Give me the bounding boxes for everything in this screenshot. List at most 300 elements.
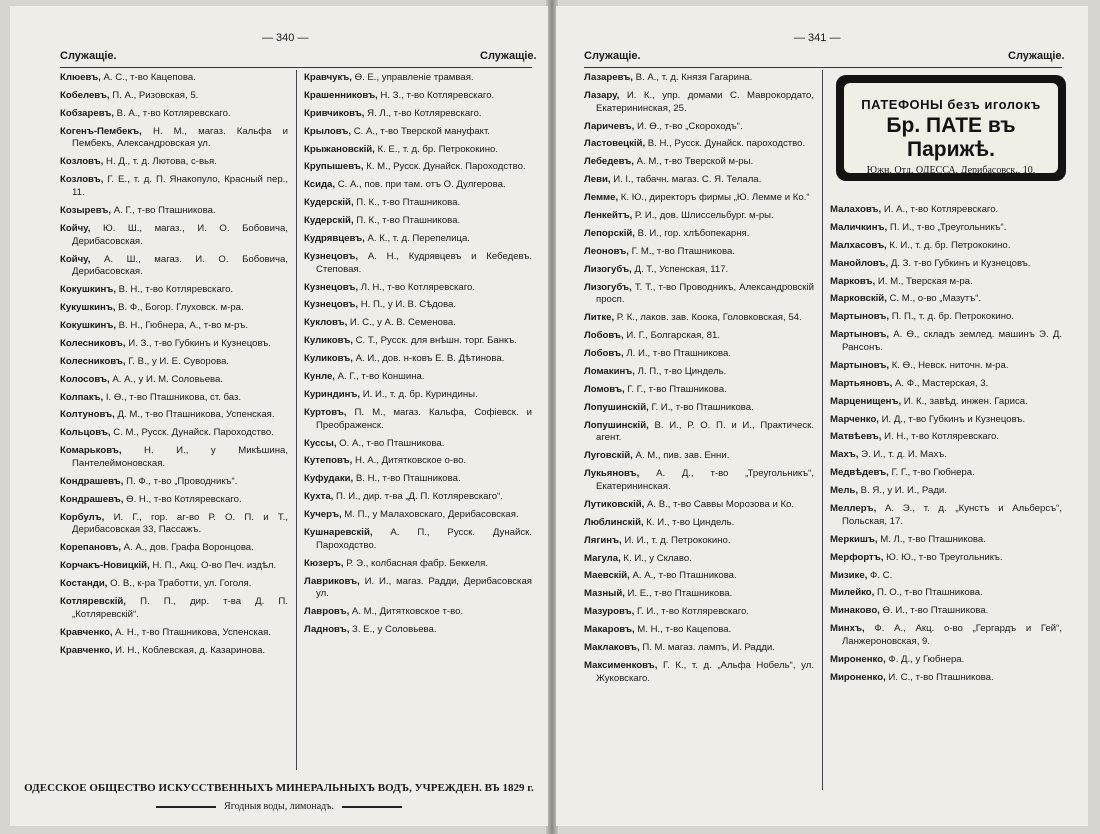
directory-entry (584, 642, 814, 655)
entry-details: С. А., пов. при там. отъ О. Дулгерова. (335, 179, 506, 191)
running-head-left: Служащіе. (584, 50, 641, 62)
directory-column-1 (584, 72, 814, 691)
advert-line-2: Бр. ПАТЕ въ Парижѣ. (886, 114, 1016, 161)
directory-entry (60, 374, 288, 387)
directory-entry (830, 431, 1062, 444)
entry-surname: Когенъ-Пембекъ, (60, 125, 142, 137)
entry-details: Н. М., магаз. Кальфа и Пембекъ, Александровская ул. (72, 125, 288, 150)
entry-surname: Ленкейтъ, (584, 210, 633, 222)
entry-surname: Кольцовъ, (60, 427, 111, 439)
footer-advert-text: Ягодныя воды, лимонадъ. (224, 801, 334, 812)
left-page (10, 6, 548, 826)
entry-surname: Крыловъ, (304, 125, 352, 137)
entry-surname: Лемме, (584, 192, 619, 204)
entry-details: Р. К., лаков. зав. Коока, Головковская, 54. (614, 312, 802, 324)
directory-entry (584, 570, 814, 583)
entry-surname: Кривчиковъ, (304, 107, 365, 119)
entry-surname: Ластовецкій, (584, 138, 646, 150)
entry-details: К. И., т. д. бр. Петрококино. (886, 239, 1011, 251)
entry-details: П. И., т-во „Треугольникъ“. (887, 221, 1007, 233)
directory-entry (60, 542, 288, 555)
directory-entry (304, 389, 532, 402)
directory-entry (584, 121, 814, 134)
entry-surname: Мартыновъ, (830, 329, 890, 341)
entry-surname: Котляревскій, (60, 596, 126, 608)
directory-entry (584, 138, 814, 151)
entry-surname: Лизогубъ, (584, 281, 632, 293)
entry-surname: Крупышевъ, (304, 161, 364, 173)
entry-details: С. М., Русск. Дунайск. Пароходство. (110, 427, 274, 439)
entry-details: Н. А., Дитятковское о-во. (352, 455, 467, 467)
entry-details: П. К., т-во Пташникова. (353, 197, 461, 209)
directory-entry (830, 311, 1062, 324)
entry-details: К. М., Русск. Дунайск. Пароходство. (363, 161, 526, 173)
directory-entry (584, 535, 814, 548)
entry-surname: Лобовъ, (584, 330, 624, 342)
column-divider (296, 70, 297, 770)
directory-entry (60, 302, 288, 315)
directory-entry (584, 156, 814, 169)
directory-entry (830, 360, 1062, 373)
advert-box (836, 75, 1066, 181)
entry-surname: Лавриковъ, (304, 575, 360, 587)
directory-entry (304, 282, 532, 295)
entry-details: А. Г., т-во Коншина. (334, 371, 425, 383)
entry-surname: Медвѣдевъ, (830, 467, 889, 479)
directory-entry (304, 108, 532, 121)
entry-surname: Марковъ, (830, 275, 876, 287)
directory-entry (830, 378, 1062, 391)
directory-entry (584, 90, 814, 116)
directory-entry (60, 627, 288, 640)
entry-details: О. А., т-во Пташникова. (336, 437, 445, 449)
directory-entry (60, 156, 288, 169)
directory-entry (830, 276, 1062, 289)
entry-details: Ф. С. (867, 569, 893, 581)
entry-surname: Матвѣевъ, (830, 431, 882, 443)
entry-details: П. К., т-во Пташникова. (353, 215, 461, 227)
entry-surname: Кондрашевъ, (60, 475, 124, 487)
advert-line-1: ПАТЕФОНЫ безъ иголокъ (861, 97, 1041, 112)
directory-entry (584, 330, 814, 343)
directory-entry (304, 72, 532, 85)
directory-entry (584, 312, 814, 325)
entry-surname: Лебедевъ, (584, 156, 634, 168)
entry-surname: Макаровъ, (584, 624, 635, 636)
directory-entry (584, 553, 814, 566)
directory-entry (60, 445, 288, 471)
directory-entry (304, 233, 532, 246)
entry-surname: Лукьяновъ, (584, 468, 640, 480)
entry-surname: Люблинскій, (584, 516, 644, 528)
directory-entry (304, 438, 532, 451)
entry-surname: Корчакъ-Новицкій, (60, 560, 150, 572)
entry-details: А. Ѳ., складъ землед. машинъ Э. Д. Рансонъ. (842, 329, 1062, 354)
directory-entry (60, 284, 288, 297)
directory-entry (830, 293, 1062, 306)
entry-surname: Колесниковъ, (60, 337, 126, 349)
entry-details: Н. З., т-во Котляревскаго. (377, 89, 495, 101)
entry-surname: Кудерскій, (304, 215, 354, 227)
entry-surname: Лопушинскій, (584, 419, 649, 431)
entry-details: А. Г., т-во Пташникова. (111, 204, 216, 216)
directory-entry (60, 72, 288, 85)
directory-entry (60, 320, 288, 333)
entry-surname: Мироненко, (830, 671, 886, 683)
entry-surname: Марченко, (830, 413, 879, 425)
entry-surname: Ломовъ, (584, 383, 625, 395)
entry-surname: Кобзаревъ, (60, 107, 115, 119)
directory-entry (304, 455, 532, 468)
entry-surname: Куриндинъ, (304, 388, 361, 400)
entry-surname: Козловъ, (60, 174, 104, 186)
entry-details: В. И., гор. хлѣбопекарня. (634, 227, 750, 239)
entry-surname: Лопушинскій, (584, 401, 649, 413)
directory-entry (830, 485, 1062, 498)
directory-entry (304, 161, 532, 174)
entry-details: А. Э., т. д. „Кунстъ и Альберсъ“, Польская, 17. (842, 503, 1062, 527)
entry-surname: Кукушкинъ, (60, 302, 116, 314)
entry-surname: Ларичевъ, (584, 120, 635, 132)
directory-entry (584, 588, 814, 601)
directory-entry (60, 254, 288, 280)
entry-surname: Колпакъ, (60, 391, 104, 403)
entry-surname: Луговскій, (584, 450, 633, 462)
entry-details: Г. К., т. д. „Альфа Нобель“, ул. Жуковскаго. (596, 659, 814, 684)
entry-details: Д. З. т-во Губкинъ и Кузнецовъ. (888, 257, 1031, 269)
entry-details: А. С., т-во Кацепова. (100, 72, 196, 83)
directory-entry (60, 512, 288, 538)
directory-entry (60, 108, 288, 121)
entry-surname: Мартьяновъ, (830, 377, 893, 389)
entry-surname: Корбулъ, (60, 511, 105, 523)
running-head-right: Служащіе. (1008, 50, 1065, 62)
entry-surname: Лобовъ, (584, 348, 624, 360)
entry-details: И. А., т-во Котляревскаго. (881, 204, 999, 215)
entry-details: П. М. магаз. лампъ, И. Радди. (639, 642, 775, 654)
entry-surname: Кокушкинъ, (60, 284, 117, 296)
directory-entry (584, 499, 814, 512)
directory-entry (830, 396, 1062, 409)
entry-details: А. В., т-во Саввы Морозова и Ко. (644, 498, 795, 510)
entry-details: Ф. Д., у Гюбнера. (885, 653, 965, 665)
directory-entry (60, 409, 288, 422)
entry-surname: Крыжановскій, (304, 143, 375, 155)
directory-entry (304, 90, 532, 103)
entry-surname: Мартыновъ, (830, 359, 890, 371)
entry-details: П. М., магаз. Кальфа, Софіевск. и Преображенск. (316, 406, 532, 431)
entry-details: А. А., у И. М. Соловьева. (109, 373, 224, 385)
entry-surname: Койчу, (60, 253, 91, 265)
entry-details: И. И., магаз. Радди, Дерибасовская ул. (316, 575, 532, 600)
entry-surname: Минхъ, (830, 623, 865, 635)
directory-column-1 (60, 72, 288, 663)
entry-surname: Мизике, (830, 569, 868, 581)
directory-entry (60, 223, 288, 249)
entry-details: А. А., т-во Пташникова. (629, 570, 737, 582)
directory-entry (304, 473, 532, 486)
directory-entry (584, 660, 814, 686)
entry-details: А. А., дов. Графа Воронцова. (121, 542, 254, 554)
advert-panel (844, 83, 1058, 176)
entry-details: Ѳ. Е., управленіе трамвая. (351, 72, 474, 83)
entry-details: В. Ф., Богор. Глуховск. м-ра. (115, 302, 244, 314)
entry-surname: Кудерскій, (304, 197, 354, 209)
entry-details: Л. И., т-во Пташникова. (623, 348, 731, 360)
entry-surname: Максименковъ, (584, 659, 658, 671)
directory-entry (304, 126, 532, 139)
entry-details: И. І., табачн. магаз. С. Я. Телала. (610, 174, 762, 186)
directory-column-2 (830, 204, 1062, 690)
page-number: — 341 — (794, 32, 841, 44)
entry-surname: Колесниковъ, (60, 355, 126, 367)
entry-details: Ю. Ю., т-во Треугольникъ. (883, 551, 1003, 563)
directory-entry (584, 420, 814, 446)
entry-details: П. П., дир. т-ва Д. П. „Котляревскій“. (72, 596, 288, 620)
footer-advert-subtitle (10, 801, 548, 812)
directory-entry (830, 654, 1062, 667)
entry-details: К. Ѳ., Невск. ниточн. м-ра. (889, 359, 1009, 371)
entry-details: М. Л., т-во Пташникова. (877, 533, 986, 545)
entry-details: А. П., Русск. Дунайск. Пароходство. (316, 526, 532, 551)
entry-surname: Кравченко, (60, 626, 113, 638)
entry-details: Н. П., у И. В. Сѣдова. (358, 299, 457, 311)
column-divider (822, 70, 823, 790)
entry-surname: Ломакинъ, (584, 365, 635, 377)
directory-entry (304, 558, 532, 571)
entry-details: И. Ѳ., т-во „Скороходъ“. (634, 120, 743, 132)
running-head-right: Служащіе. (480, 50, 537, 62)
header-rule (584, 67, 1062, 68)
entry-details: П. П., т. д. бр. Петрококино. (889, 311, 1015, 323)
directory-entry (830, 534, 1062, 547)
entry-surname: Лизогубъ, (584, 263, 632, 275)
entry-details: І. Ѳ., т-во Пташникова, ст. баз. (103, 391, 242, 403)
directory-entry (830, 623, 1062, 649)
entry-surname: Костанди, (60, 578, 108, 590)
entry-surname: Меллеръ, (830, 503, 877, 515)
entry-details: Я. Л., т-во Котляревскаго. (364, 107, 482, 119)
advert-line-3: Южн. Отд. ОДЕССА, Дерибасовск., 10. (866, 165, 1036, 176)
entry-details: А. Н., т-во Пташникова, Успенская. (112, 626, 272, 638)
entry-details: И. К., упр. домами С. Маврокордато, Екатерининская, 25. (596, 89, 814, 114)
entry-surname: Койчу, (60, 222, 91, 234)
entry-details: И. И., т. д. Петрококино. (621, 534, 731, 546)
directory-entry (304, 179, 532, 192)
directory-entry (830, 552, 1062, 565)
directory-entry (60, 476, 288, 489)
entry-surname: Литке, (584, 312, 615, 324)
entry-surname: Куликовъ, (304, 335, 353, 347)
directory-entry (830, 672, 1062, 685)
entry-details: Р. И., дов. Шлиссельбург. м-ры. (632, 210, 774, 222)
directory-entry (584, 402, 814, 415)
directory-entry (60, 392, 288, 405)
entry-details: В. А., т. д. Князя Гагарина. (632, 72, 753, 83)
entry-details: А. Ш., магаз. И. О. Бобовича, Дерибасовская. (72, 253, 288, 278)
directory-entry (830, 222, 1062, 235)
entry-surname: Леви, (584, 174, 611, 186)
entry-surname: Ладновъ, (304, 624, 350, 636)
entry-surname: Лутиковскій, (584, 498, 645, 510)
directory-entry (584, 264, 814, 277)
entry-surname: Маевскій, (584, 570, 630, 582)
entry-details: П. И., дир. т-ва „Д. П. Котляревскаго“. (333, 491, 503, 503)
entry-surname: Кондрашевъ, (60, 493, 124, 505)
entry-surname: Колтуновъ, (60, 409, 115, 421)
directory-entry (304, 371, 532, 384)
entry-details: Г. И., т-во Пташникова. (648, 401, 754, 413)
entry-details: Г. Е., т. д. П. Янакопуло, Красный пер., 11. (72, 174, 288, 199)
entry-details: И. С., у А. В. Семенова. (347, 317, 456, 329)
entry-surname: Мерфортъ, (830, 551, 884, 563)
entry-details: Т. Т., т-во Проводникъ, Александровскій просп. (596, 281, 814, 306)
entry-details: В. А., т-во Котляревскаго. (114, 107, 231, 119)
entry-details: С. Т., Русск. для внѣшн. торг. Банкъ. (352, 335, 517, 347)
entry-surname: Маличкинъ, (830, 221, 888, 233)
entry-surname: Козловъ, (60, 156, 104, 168)
directory-entry (584, 192, 814, 205)
directory-entry (584, 72, 814, 85)
entry-details: А. Д., т-во „Треугольникъ“, Екатерининская. (596, 468, 814, 492)
entry-details: З. Е., у Соловьева. (349, 624, 437, 636)
entry-surname: Меркишъ, (830, 533, 878, 545)
directory-entry (304, 576, 532, 602)
entry-surname: Кузнецовъ, (304, 250, 359, 262)
directory-entry (304, 491, 532, 504)
entry-surname: Лавровъ, (304, 606, 350, 618)
directory-entry (304, 407, 532, 433)
directory-entry (584, 606, 814, 619)
entry-surname: Лазару, (584, 89, 620, 101)
entry-details: Р. Э., колбасная фабр. Беккеля. (343, 557, 488, 569)
entry-surname: Марценищенъ, (830, 395, 902, 407)
entry-surname: Мель, (830, 485, 858, 497)
entry-details: Д. Т., Успенская, 117. (631, 263, 729, 275)
directory-entry (830, 329, 1062, 355)
entry-surname: Махъ, (830, 449, 859, 461)
entry-surname: Крашенниковъ, (304, 89, 378, 101)
entry-details: Д. М., т-во Пташникова, Успенская. (114, 409, 275, 421)
directory-entry (60, 427, 288, 440)
directory-entry (304, 527, 532, 553)
entry-surname: Мазуровъ, (584, 606, 635, 618)
directory-entry (60, 338, 288, 351)
entry-surname: Манойловъ, (830, 257, 889, 269)
directory-entry (60, 356, 288, 369)
directory-entry (304, 317, 532, 330)
entry-surname: Куссы, (304, 437, 337, 449)
directory-entry (830, 587, 1062, 600)
entry-details: Г. В., у И. Е. Суворова. (125, 355, 230, 367)
directory-entry (304, 251, 532, 277)
directory-entry (584, 624, 814, 637)
entry-details: Э. И., т. д. И. Махъ. (858, 449, 947, 461)
entry-surname: Кюзеръ, (304, 557, 344, 569)
entry-details: И. Г., Болгарская, 81. (623, 330, 720, 342)
entry-details: Г. Г., т-во Гюбнера. (888, 467, 975, 479)
entry-details: О. В., к-ра Тработти, ул. Гоголя. (107, 578, 252, 590)
directory-entry (304, 299, 532, 312)
entry-surname: Кудрявцевъ, (304, 233, 365, 245)
entry-surname: Мироненко, (830, 653, 886, 665)
entry-details: А. М., т-во Тверской м-ры. (633, 156, 754, 168)
directory-entry (584, 366, 814, 379)
directory-entry (830, 503, 1062, 529)
entry-details: С. А., т-во Тверской мануфакт. (351, 125, 490, 137)
entry-details: И. М., Тверская м-ра. (875, 275, 973, 287)
entry-surname: Комарьковъ, (60, 445, 122, 457)
directory-entry (830, 449, 1062, 462)
entry-surname: Клюевъ, (60, 72, 101, 83)
entry-surname: Кобелевъ, (60, 89, 110, 101)
entry-details: И. Н., т-во Котляревскаго. (881, 431, 1000, 443)
entry-details: И. Е., т-во Пташникова. (624, 588, 733, 600)
entry-surname: Милейко, (830, 587, 875, 599)
entry-details: Н. Д., т. д. Лютова, с-вья. (103, 156, 217, 168)
entry-surname: Кушнаревскій, (304, 526, 373, 538)
directory-entry (830, 240, 1062, 253)
entry-details: Г. М., т-во Пташникова. (628, 245, 735, 257)
entry-surname: Магула, (584, 552, 621, 564)
entry-surname: Лепорскій, (584, 227, 635, 239)
page-number: — 340 — (262, 32, 309, 44)
directory-entry (60, 645, 288, 658)
entry-surname: Кузнецовъ, (304, 281, 359, 293)
entry-details: И. С., т-во Пташникова. (885, 671, 994, 683)
entry-details: Ѳ. Н., т-во Котляревскаго. (123, 493, 242, 505)
entry-surname: Куртовъ, (304, 406, 347, 418)
entry-details: А. М., пив. зав. Енни. (632, 450, 730, 462)
directory-entry (304, 509, 532, 522)
entry-details: В. Н., Русск. Дунайск. пароходство. (645, 138, 806, 150)
directory-entry (830, 414, 1062, 427)
directory-entry (584, 517, 814, 530)
directory-entry (304, 215, 532, 228)
entry-details: В. Н., Гюбнера, А., т-во м-ръ. (116, 319, 249, 331)
directory-entry (304, 144, 532, 157)
footer-rule-left (156, 806, 216, 808)
entry-surname: Малаховъ, (830, 204, 882, 215)
entry-surname: Кузнецовъ, (304, 299, 359, 311)
directory-entry (830, 605, 1062, 618)
entry-details: И. Н., Коблевская, д. Казаринова. (112, 644, 266, 656)
directory-entry (60, 205, 288, 218)
entry-details: С. М., о-во „Мазутъ“. (886, 293, 982, 305)
directory-entry (830, 467, 1062, 480)
entry-details: А. Ф., Мастерская, 3. (892, 377, 989, 389)
entry-details: К. Е., т. д. бр. Петрококино. (374, 143, 499, 155)
entry-details: И. Д., т-во Губкинъ и Кузнецовъ. (878, 413, 1026, 425)
entry-details: И. Г., гор. аг-во Р. О. П. и Т., Дерибасовская 33, Пассажъ. (72, 511, 288, 536)
directory-entry (584, 348, 814, 361)
entry-details: И. И., т. д. бр. Куриндины. (360, 388, 478, 400)
entry-details: А. М., Дитятковское т-во. (349, 606, 464, 618)
entry-details: А. К., т. д. Перепелица. (364, 233, 470, 245)
directory-entry (304, 197, 532, 210)
entry-surname: Корепановъ, (60, 542, 122, 554)
entry-details: К. И., т-во Циндель. (643, 516, 735, 528)
entry-surname: Минаково, (830, 605, 880, 617)
entry-details: А. И., дов. н-ковъ Е. В. Дѣтинова. (352, 353, 505, 365)
footer-advert-title: ОДЕССКОЕ ОБЩЕСТВО ИСКУССТВЕННЫХЪ МИНЕРАЛЬНЫХЪ ВОДЪ, УЧРЕЖДЕН. ВЪ 1829 г. (24, 782, 534, 794)
directory-entry (584, 210, 814, 223)
footer-rule-right (342, 806, 402, 808)
entry-details: И. З., т-во Губкинъ и Кузнецовъ. (125, 337, 271, 349)
entry-surname: Кокушкинъ, (60, 319, 117, 331)
entry-surname: Марковскій, (830, 293, 887, 305)
entry-details: В. Н., т-во Пташникова. (353, 473, 461, 485)
